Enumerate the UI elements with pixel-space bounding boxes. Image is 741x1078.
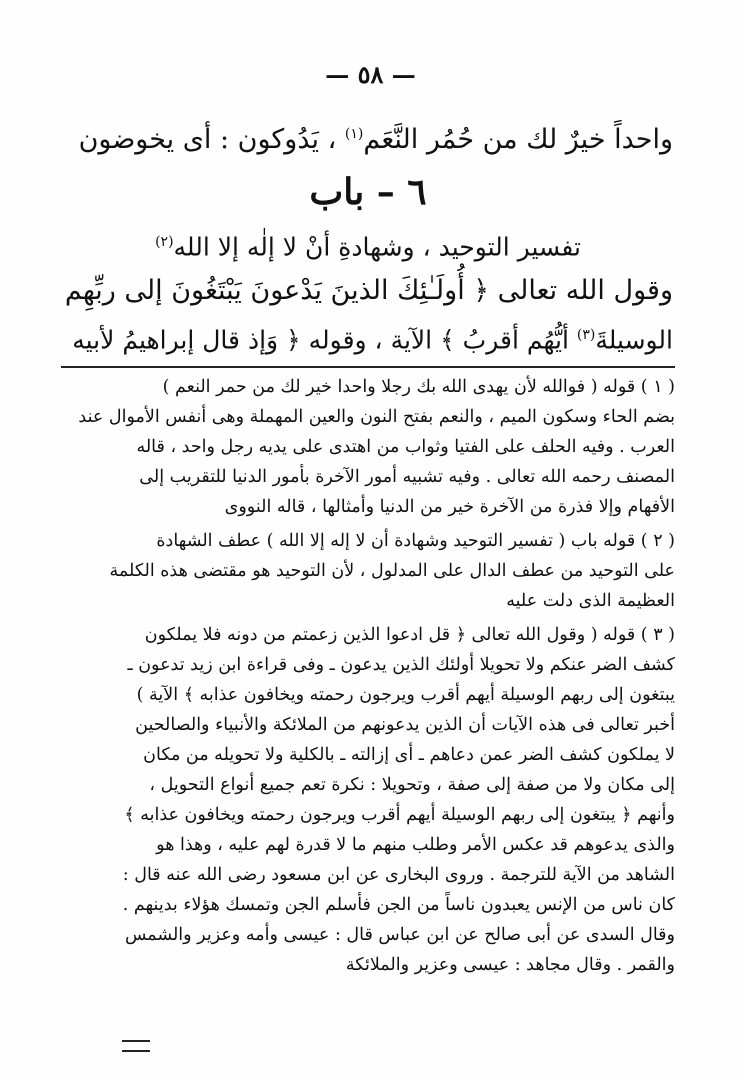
footnotes xyxy=(59,372,675,984)
footnote-line: العرب . وفيه الحلف على الفتيا وثواب من اهتدى على يديه رجل واحد ، قاله xyxy=(136,437,675,457)
footnote-1 xyxy=(59,372,675,522)
footnote-line: والذى يدعوهم قد عكس الأمر وطلب منهم ما لا قدرة لهم عليه ، وهذا هو xyxy=(156,835,675,855)
footnote-line: على التوحيد من عطف الدال على المدلول ، لأن التوحيد هو مقتضى هذه الكلمة xyxy=(109,561,675,581)
main-text-block xyxy=(63,112,673,363)
footnote-ref-1: (١) xyxy=(344,126,364,142)
footnote-line: إلى مكان ولا من صفة إلى صفة ، وتحويلا : نكرة تعم جميع أنواع التحويل ، xyxy=(149,775,675,795)
footnote-line: كان ناس من الإنس يعبدون ناساً من الجن فأسلم الجن وتمسك هؤلاء بدينهم . xyxy=(122,895,675,915)
main-line-5-a: الوسيلةَ xyxy=(595,325,673,355)
main-line-1-end: ، يَدُوكون : أى يخوضون xyxy=(78,124,337,155)
footnote-ref-3: (٣) xyxy=(576,327,596,344)
footnote-line: الشاهد من الآية للترجمة . وروى البخارى عن ابن مسعود رضى الله عنه قال : xyxy=(122,865,675,885)
footnote-line: ( ١ ) قوله ( فوالله لأن يهدى الله بك رجلا واحدا خير لك من حمر النعم ) xyxy=(162,377,675,397)
main-line-1 xyxy=(63,112,673,162)
main-line-5-b: أيُّهُم أقربُ ﴾ الآية ، وقوله ﴿ وَإذ قال إبراهيمُ لأبيه xyxy=(72,325,569,355)
main-line-5 xyxy=(63,313,673,362)
page-number: — ٥٨ — xyxy=(325,60,416,89)
footnote-line: الأفهام وإلا فذرة من الآخرة خير من الدنيا وأمثالها ، قاله النووى xyxy=(224,497,675,517)
footnote-line: وأنهم ﴿ يبتغون إلى ربهم الوسيلة أيهم أقرب ويرجون رحمته ويخافون عذابه ﴾ xyxy=(124,805,675,825)
chapter-title: ٦ – باب xyxy=(309,171,427,213)
chapter-subtitle-text: تفسير التوحيد ، وشهادةِ أنْ لا إلٰه إلا الله xyxy=(173,232,581,262)
footnote-line: ( ٢ ) قوله باب ( تفسير التوحيد وشهادة أن لا إله إلا الله ) عطف الشهادة xyxy=(156,531,675,551)
footnote-ref-2: (٢) xyxy=(155,234,174,250)
main-line-1-text: واحداً خيرٌ لك من حُمُر النَّعَم xyxy=(363,124,673,155)
footnote-line: ( ٣ ) قوله ( وقول الله تعالى ﴿ قل ادعوا الذين زعمتم من دونه فلا يملكون xyxy=(144,625,675,645)
footnote-line: المصنف رحمه الله تعالى . وفيه تشبيه أمور الآخرة بأمور الدنيا للتقريب إلى xyxy=(139,467,675,487)
footnote-line: لا يملكون كشف الضر عمن دعاهم ـ أى إزالته ـ بالكلية ولا تحويله من مكان xyxy=(143,745,675,765)
footnote-line: كشف الضر عنكم ولا تحويلا أولئك الذين يدعون ـ وفى قراءة ابن زيد تدعون ـ xyxy=(127,655,675,675)
footnote-3 xyxy=(59,620,675,980)
footnote-line: بضم الحاء وسكون الميم ، والنعم بفتح النون والعين المهملة وهى أنفس الأموال عند xyxy=(78,407,675,427)
footnote-line: يبتغون إلى ربهم الوسيلة أيهم أقرب ويرجون رحمته ويخافون عذابه ﴾ الآية ) xyxy=(136,685,675,705)
footnote-line: أخبر تعالى فى هذه الآيات أن الذين يدعونهم من الملائكة والأنبياء والصالحين xyxy=(135,715,675,735)
footnote-line: العظيمة الذى دلت عليه xyxy=(506,591,675,611)
footnote-divider xyxy=(61,366,675,368)
main-line-4: وقول الله تعالى ﴿ أُولَـٰئِكَ الذينَ يَدْعونَ يَبْتَغُونَ إلى ربِّهِم xyxy=(64,275,673,307)
chapter-subtitle xyxy=(63,220,673,269)
footnote-2 xyxy=(59,526,675,616)
footnote-line: وقال السدى عن أبى صالح عن ابن عباس قال : عيسى وأمه وعزير والشمس xyxy=(124,925,675,945)
end-of-page-mark xyxy=(122,1040,150,1052)
footnote-line: والقمر . وقال مجاهد : عيسى وعزير والملائكة xyxy=(345,955,675,975)
